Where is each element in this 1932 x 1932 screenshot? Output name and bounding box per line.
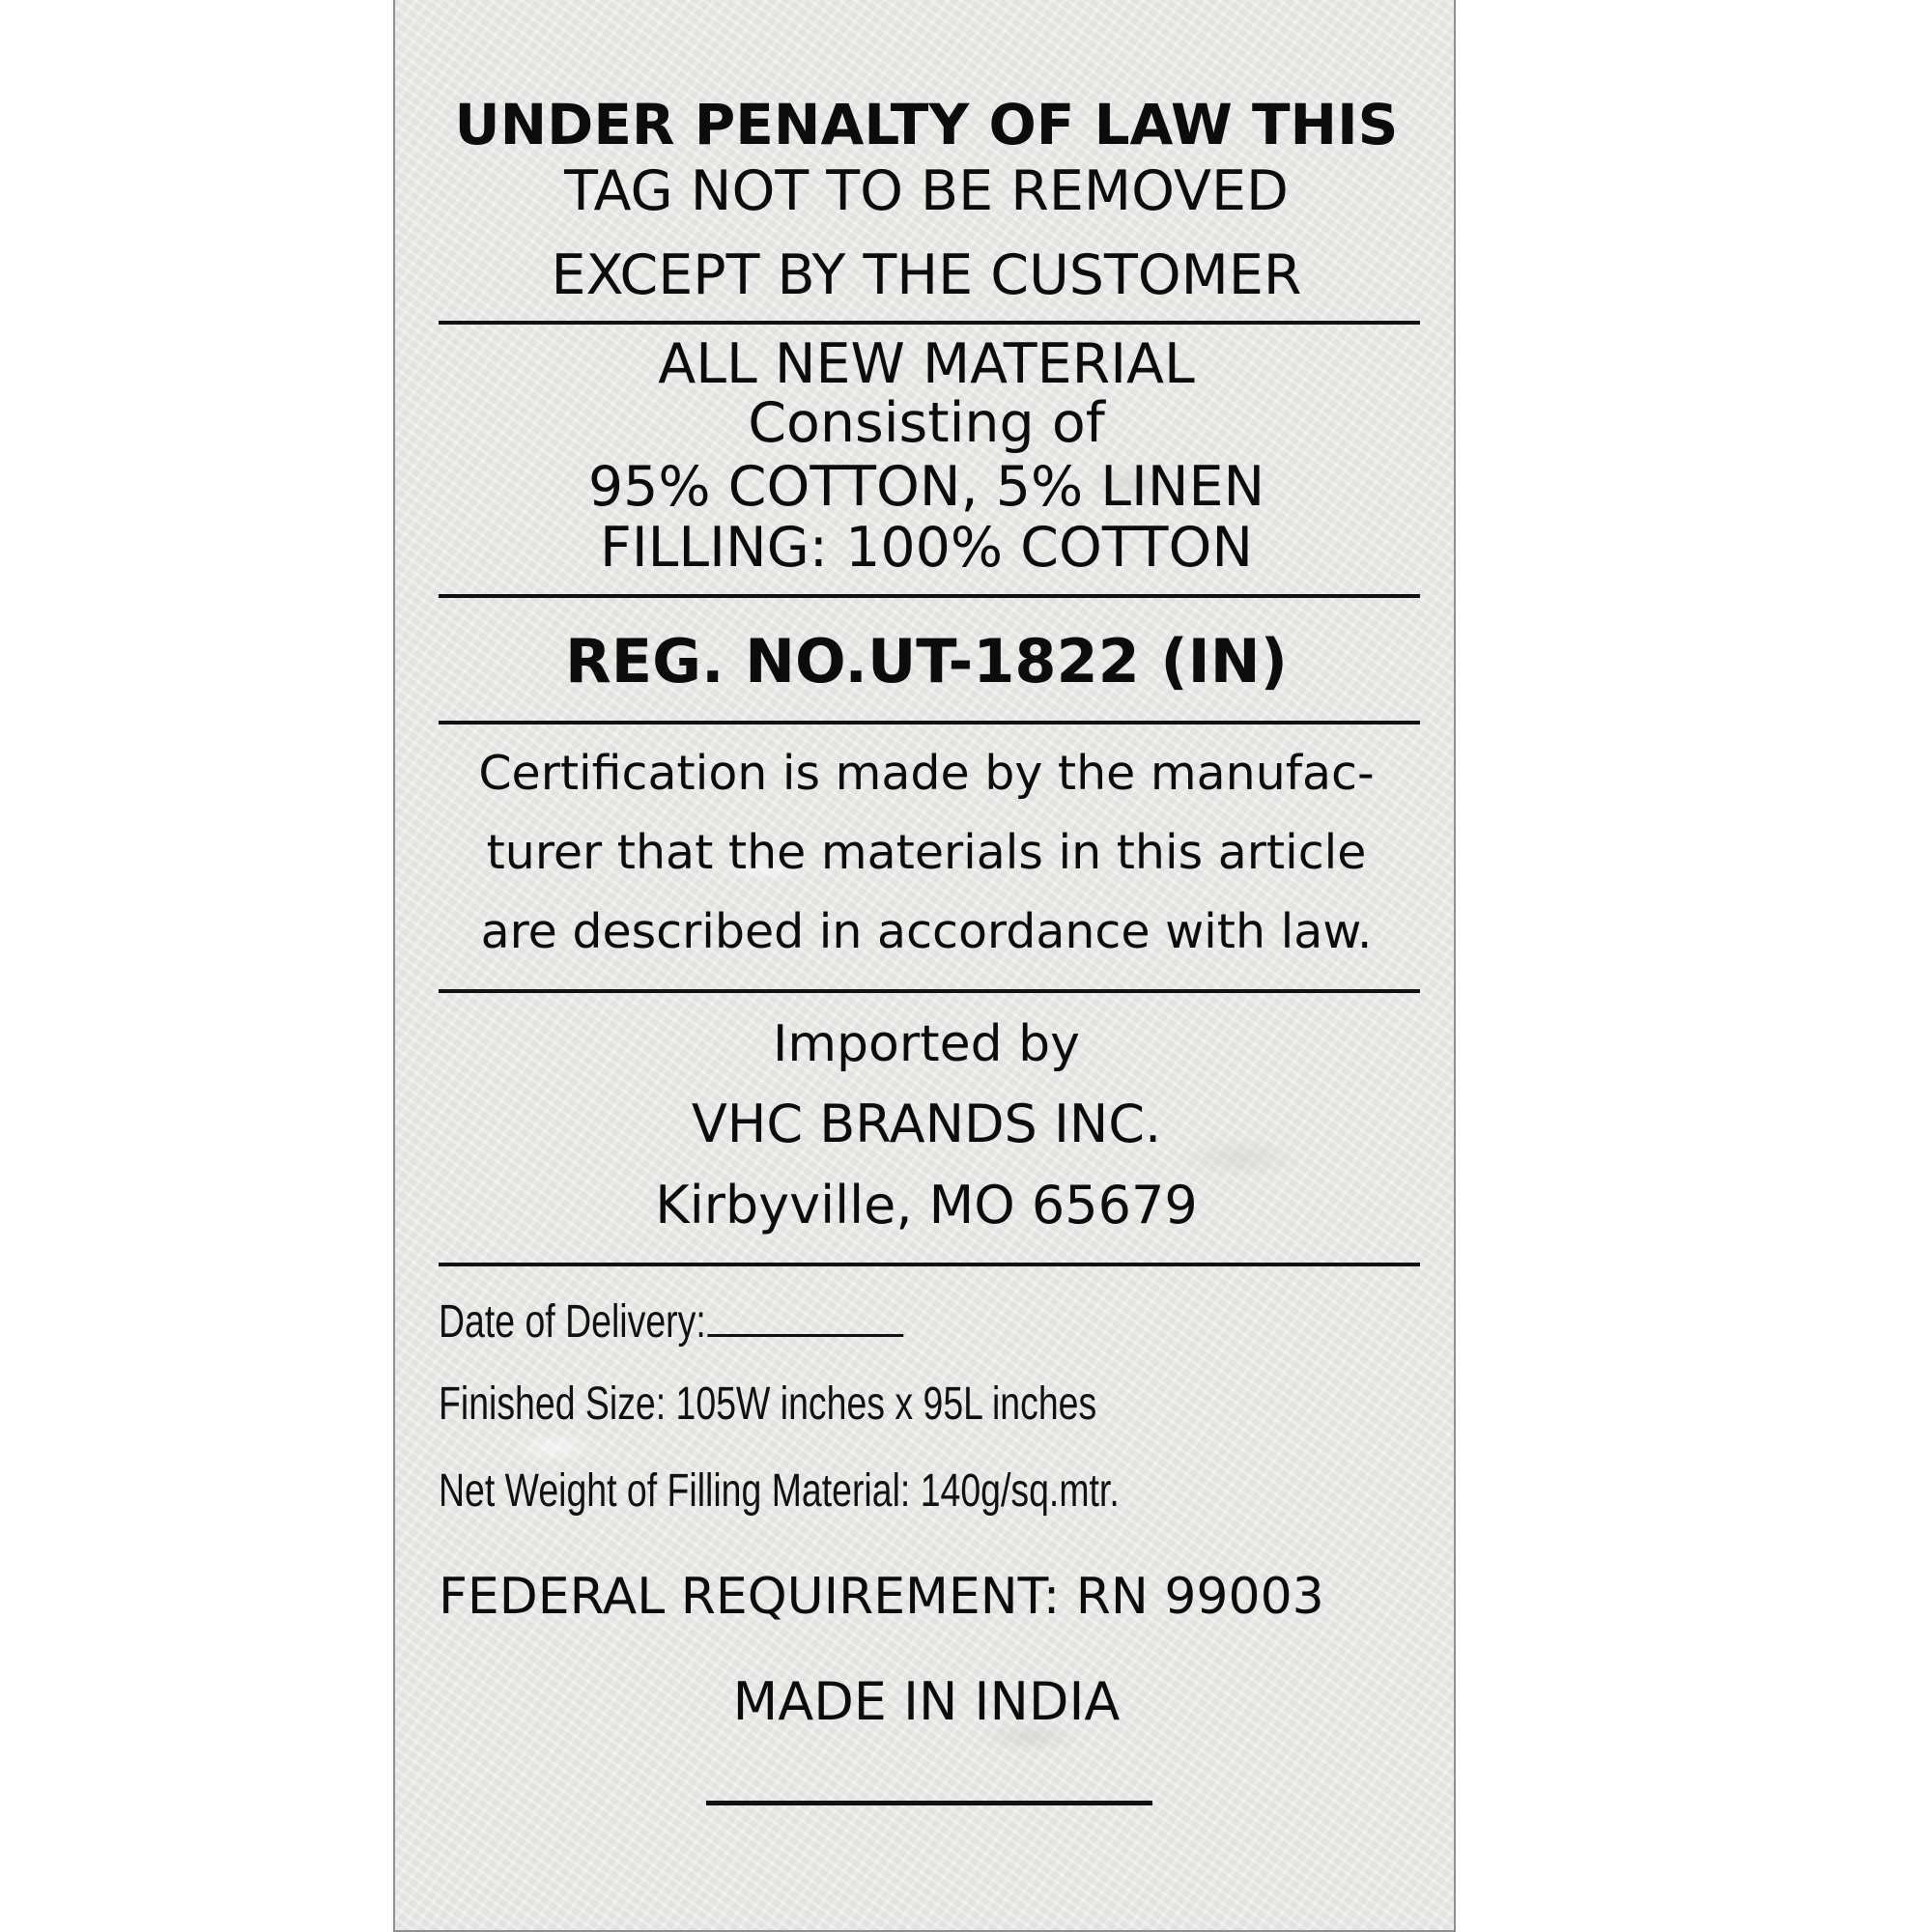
certification-line-2: turer that the materials in this article	[486, 825, 1367, 880]
net-weight: Net Weight of Filling Material: 140g/sq.mtr.	[439, 1465, 1120, 1517]
registration-number: REG. NO.UT-1822 (IN)	[565, 626, 1288, 696]
warning-line-2: TAG NOT TO BE REMOVED	[564, 159, 1289, 223]
importer-label: Imported by	[773, 1015, 1080, 1073]
delivery-date-field	[439, 1296, 903, 1348]
warning-line-3: EXCEPT BY THE CUSTOMER	[551, 243, 1302, 307]
material-line-4: FILLING: 100% COTTON	[600, 516, 1253, 580]
certification-line-1: Certification is made by the manufac-	[478, 746, 1375, 801]
importer-address: Kirbyville, MO 65679	[655, 1175, 1198, 1236]
material-line-3: 95% COTTON, 5% LINEN	[587, 455, 1265, 519]
material-line-2: Consisting of	[748, 391, 1105, 455]
divider-5	[439, 1263, 1420, 1266]
delivery-date-label: Date of Delivery:	[439, 1296, 706, 1348]
certification-line-3: are described in accordance with law.	[480, 904, 1373, 959]
signature-line	[706, 1801, 1152, 1805]
material-line-1: ALL NEW MATERIAL	[658, 332, 1195, 396]
divider-1	[439, 321, 1420, 325]
law-tag	[393, 0, 1456, 1932]
country-of-origin: MADE IN INDIA	[732, 1671, 1121, 1732]
federal-requirement: FEDERAL REQUIREMENT: RN 99003	[439, 1568, 1324, 1626]
delivery-date-blank	[707, 1334, 903, 1337]
divider-4	[439, 989, 1420, 993]
divider-3	[439, 721, 1420, 724]
warning-line-1: UNDER PENALTY OF LAW THIS	[454, 92, 1399, 157]
divider-2	[439, 594, 1420, 598]
importer-name: VHC BRANDS INC.	[691, 1094, 1162, 1154]
finished-size: Finished Size: 105W inches x 95L inches	[439, 1378, 1097, 1430]
